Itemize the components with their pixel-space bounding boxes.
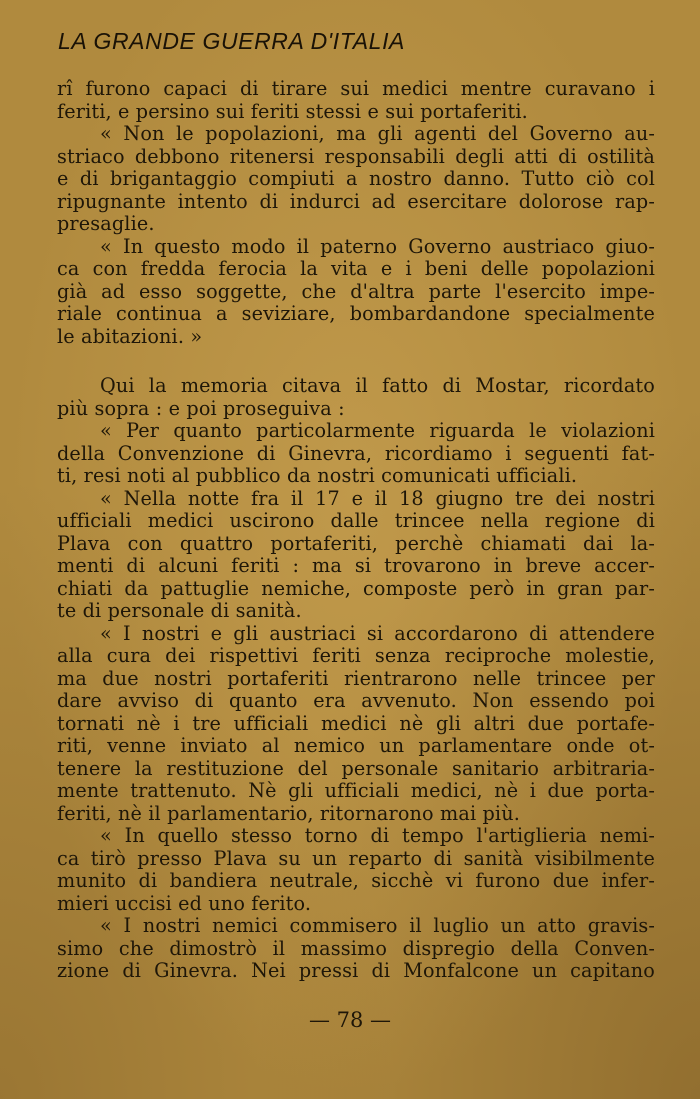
text-line: « I nostri nemici commisero il luglio un atto gravis- xyxy=(100,914,655,937)
text-line: Plava con quattro portaferiti, perchè chiamati dai la- xyxy=(57,531,655,555)
text-line: tornati nè i tre ufficiali medici nè gli altri due portafe- xyxy=(57,711,655,735)
text-line: « Per quanto particolarmente riguarda le violazioni xyxy=(100,419,655,442)
page-number: — 78 — xyxy=(308,1008,392,1032)
text-line: mieri uccisi ed uno ferito. xyxy=(57,891,312,915)
text-line: rî furono capaci di tirare sui medici mentre curavano i xyxy=(57,77,655,100)
text-line: ma due nostri portaferiti rientrarono nelle trincee per xyxy=(57,666,655,690)
text-line: feriti, nè il parlamentario, ritornarono mai più. xyxy=(57,801,520,825)
text-line: mente trattenuto. Nè gli ufficiali medici, nè i due porta- xyxy=(57,779,655,802)
text-line: « In questo modo il paterno Governo austriaco giuo- xyxy=(100,234,655,258)
text-line: « Non le popolazioni, ma gli agenti del Governo au- xyxy=(100,122,655,145)
text-line: le abitazioni. » xyxy=(57,324,203,348)
text-line: riti, venne inviato al nemico un parlamentare onde ot- xyxy=(57,734,655,757)
text-line: feriti, e persino sui feriti stessi e sui portaferiti. xyxy=(57,99,528,123)
running-head: LA GRANDE GUERRA D'ITALIA xyxy=(58,28,405,54)
text-line: tenere la restituzione del personale sanitario arbitraria- xyxy=(57,756,655,780)
text-line: alla cura dei rispettivi feriti senza reciproche molestie, xyxy=(57,644,655,667)
text-line: della Convenzione di Ginevra, ricordiamo i seguenti fat- xyxy=(57,441,655,465)
text-line: ufficiali medici uscirono dalle trincee nella regione di xyxy=(57,509,655,532)
text-line: menti di alcuni feriti : ma si trovarono in breve accer- xyxy=(57,554,655,577)
body-text xyxy=(57,78,655,983)
text-line: « Nella notte fra il 17 e il 18 giugno tre dei nostri xyxy=(100,486,655,510)
text-line: ripugnante intento di indurci ad esercitare dolorose rap- xyxy=(57,189,655,213)
text-line: chiati da pattuglie nemiche, composte però in gran par- xyxy=(57,576,655,600)
text-line: Qui la memoria citava il fatto di Mostar, ricordato xyxy=(100,374,655,397)
text-line: e di brigantaggio compiuti a nostro danno. Tutto ciò col xyxy=(57,167,655,190)
text-line: ca con fredda ferocia la vita e i beni delle popolazioni xyxy=(57,257,655,280)
text-line: già ad esso soggette, che d'altra parte l'esercito impe- xyxy=(57,279,655,303)
text-line: munito di bandiera neutrale, sicchè vi furono due infer- xyxy=(57,869,655,892)
text-line: simo che dimostrò il massimo dispregio della Conven- xyxy=(57,936,655,960)
text-line: ca tirò presso Plava su un reparto di sanità visibilmente xyxy=(57,846,655,870)
text-line: ti, resi noti al pubblico da nostri comunicati ufficiali. xyxy=(57,464,578,487)
text-line: presaglie. xyxy=(57,212,155,235)
text-line: più sopra : e poi proseguiva : xyxy=(57,396,345,420)
paragraph-gap xyxy=(57,348,655,375)
text-line: dare avviso di quanto era avvenuto. Non essendo poi xyxy=(57,689,655,712)
text-line: « I nostri e gli austriaci si accordarono di attendere xyxy=(100,621,655,645)
text-line: te di personale di sanità. xyxy=(57,599,302,622)
text-line: « In quello stesso torno di tempo l'artiglieria nemi- xyxy=(100,824,655,847)
text-line: riale continua a seviziare, bombardandone specialmente xyxy=(57,302,655,325)
text-line: striaco debbono ritenersi responsabili degli atti di ostilità xyxy=(57,144,655,168)
text-line: zione di Ginevra. Nei pressi di Monfalcone un capitano xyxy=(57,959,655,982)
